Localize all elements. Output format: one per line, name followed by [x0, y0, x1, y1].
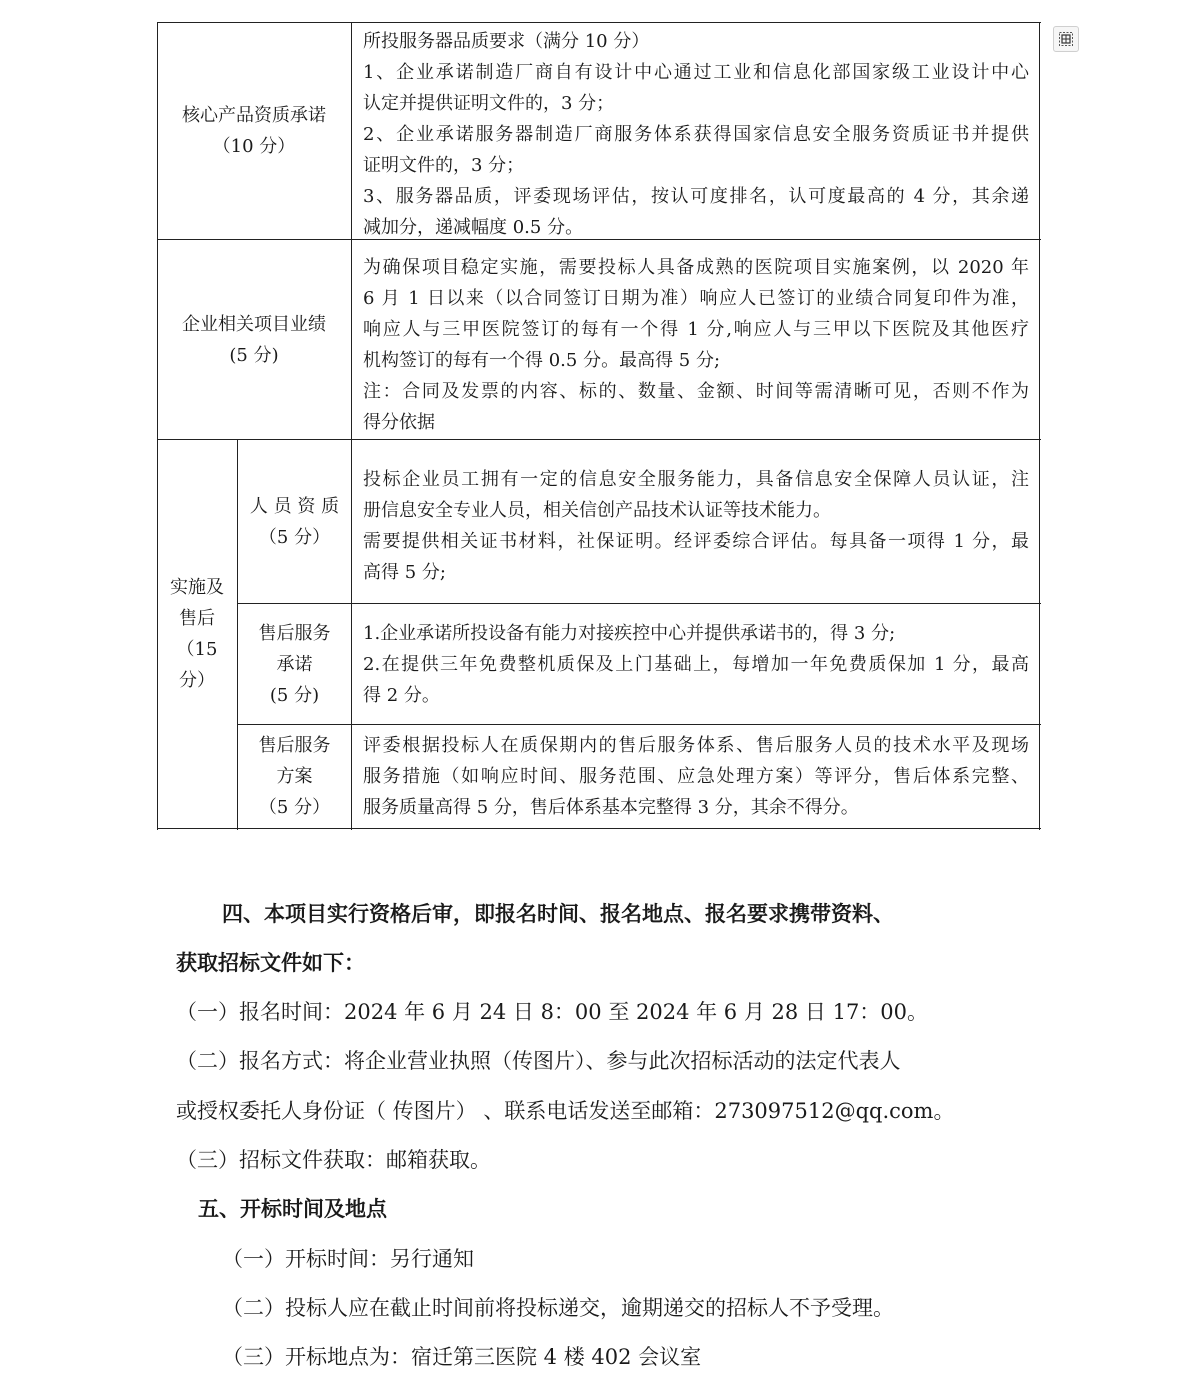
subrow-label-line: （5 分）: [258, 797, 331, 818]
section5-item3: （三）开标地点为：宿迁第三医院 4 楼 402 会议室: [222, 1345, 702, 1369]
group-label-line: 售后: [179, 608, 215, 629]
content-line: 需要提供相关证书材料，社保证明。经评委综合评估。每具备一项得 1 分，最: [363, 531, 1029, 552]
table-select-icon[interactable]: [1053, 26, 1079, 52]
group-label-cell: [157, 440, 237, 828]
content-line: 得分依据: [363, 412, 435, 433]
content-line: 注：合同及发票的内容、标的、数量、金额、时间等需清晰可见，否则不作为: [363, 381, 1029, 402]
section4-item3: （三）招标文件获取：邮箱获取。: [176, 1148, 491, 1172]
content-line: 投标企业员工拥有一定的信息安全服务能力，具备信息安全保障人员认证，注: [363, 469, 1029, 490]
content-line: 册信息安全专业人员，相关信创产品技术认证等技术能力。: [363, 500, 831, 521]
content-line: 得 2 分。: [363, 685, 440, 706]
subrow-label-cell: [238, 604, 351, 724]
subrow-label-cell: [238, 725, 351, 828]
content-line: 2、企业承诺服务器制造厂商服务体系获得国家信息安全服务资质证书并提供: [363, 124, 1029, 145]
row-score: （10 分）: [212, 135, 296, 157]
content-line: 6 月 1 日以来（以合同签订日期为准）响应人已签订的业绩合同复印件为准，: [363, 288, 1029, 309]
row-content-cell: [352, 248, 1039, 438]
table-border-bottom: [157, 828, 1041, 829]
subrow-label-line: 售后服务: [258, 735, 331, 756]
subrow-label-line: (5 分): [269, 684, 320, 706]
content-line: 2.在提供三年免费整机质保及上门基础上，每增加一年免费质保加 1 分，最高: [363, 654, 1029, 675]
subrow-content-cell: [352, 614, 1039, 724]
content-line: 1.企业承诺所投设备有能力对接疾控中心并提供承诺书的，得 3 分;: [363, 623, 896, 644]
section5-heading: 五、开标时间及地点: [198, 1196, 387, 1221]
subrow-label-cell: [238, 440, 351, 603]
content-line: 所投服务器品质要求（满分 10 分）: [363, 31, 650, 52]
section4-item1: （一）报名时间：2024 年 6 月 24 日 8：00 至 2024 年 6 月 28 日 17：00。: [176, 1000, 929, 1024]
content-line: 1、企业承诺制造厂商自有设计中心通过工业和信息化部国家级工业设计中心: [363, 62, 1029, 83]
row-label: 核心产品资质承诺: [182, 104, 326, 126]
subrow-label-line: 人 员 资 质: [249, 495, 340, 517]
row-label-cell: [157, 240, 351, 439]
table-border-right: [1039, 22, 1040, 830]
scoring-table: [157, 22, 1041, 830]
row-content-cell: [352, 22, 1039, 239]
section5-item2: （二）投标人应在截止时间前将投标递交，逾期递交的招标人不予受理。: [222, 1296, 894, 1320]
content-line: 机构签订的每有一个得 0.5 分。最高得 5 分;: [363, 350, 721, 371]
content-line: 响应人与三甲医院签订的每有一个得 1 分,响应人与三甲以下医院及其他医疗: [363, 319, 1029, 340]
subrow-content-cell: [352, 460, 1039, 603]
content-line: 为确保项目稳定实施，需要投标人具备成熟的医院项目实施案例，以 2020 年: [363, 257, 1029, 278]
subrow-label-line: 方案: [276, 766, 313, 787]
section4-heading-line1: 四、本项目实行资格后审，即报名时间、报名地点、报名要求携带资料、: [222, 901, 894, 926]
subrow-label-line: 承诺: [276, 653, 313, 675]
section4-item2-line1: （二）报名方式：将企业营业执照（传图片）、参与此次招标活动的法定代表人: [176, 1049, 901, 1073]
subrow-label-line: 售后服务: [258, 622, 331, 644]
content-line: 服务质量高得 5 分，售后体系基本完整得 3 分，其余不得分。: [363, 797, 859, 818]
section5-item1: （一）开标时间：另行通知: [222, 1247, 474, 1271]
content-line: 证明文件的，3 分；: [363, 155, 525, 176]
section4-item2-line2: 或授权委托人身份证（ 传图片） 、联系电话发送至邮箱：273097512@qq.com。: [176, 1099, 955, 1123]
row-label: 企业相关项目业绩: [182, 313, 326, 335]
content-line: 减加分，递减幅度 0.5 分。: [363, 217, 584, 238]
subrow-content-cell: [352, 726, 1039, 828]
row-label-cell: [157, 22, 351, 239]
row-divider: [237, 603, 1041, 604]
content-line: 服务措施（如响应时间、服务范围、应急处理方案）等评分，售后体系完整、: [363, 766, 1029, 787]
content-line: 3、服务器品质，评委现场评估，按认可度排名，认可度最高的 4 分，其余递: [363, 186, 1029, 207]
row-score: (5 分): [229, 344, 279, 366]
section4-heading-line2: 获取招标文件如下：: [176, 950, 365, 975]
content-line: 高得 5 分;: [363, 562, 446, 583]
group-label-line: （15: [176, 639, 218, 660]
subrow-label-line: （5 分）: [258, 526, 331, 548]
row-divider: [237, 724, 1041, 725]
group-label-line: 分）: [179, 670, 215, 691]
group-label-line: 实施及: [170, 577, 224, 598]
content-line: 评委根据投标人在质保期内的售后服务体系、售后服务人员的技术水平及现场: [363, 735, 1029, 756]
content-line: 认定并提供证明文件的，3 分；: [363, 93, 615, 114]
